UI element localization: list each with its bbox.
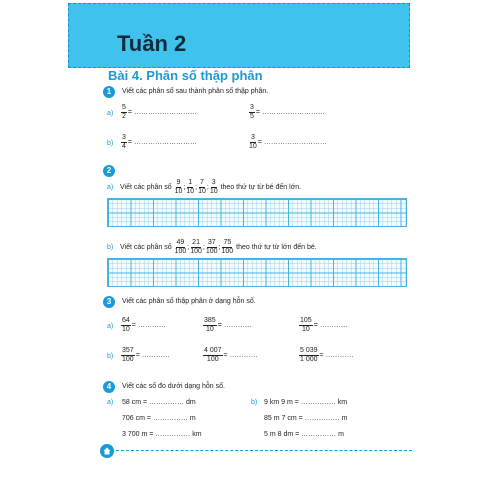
exercise-1b-item-2: $\frac{3}{10}$ = ……………………… [249,134,327,150]
exercise-2a-label: a) [107,184,114,191]
exercise-2a-instruction: Viết các phân số 9 10 ; 1 10 ; 7 10 ; 3 10 theo thứ tự từ bé đến lớn. [120,179,302,195]
exercise-4b-row-1: 9 km 9 m = …………… km [264,399,348,406]
exercise-3b-item-3: $\frac{5 039}{1 000}$ = ………… [300,347,354,363]
exercise-1-instruction: Viết các phân số sau thành phân số thập phân. [122,88,269,95]
exercise-4b-label: b) [251,399,258,406]
home-icon[interactable] [100,444,114,458]
exercise-1a-label: a) [107,110,114,117]
exercise-4a-label: a) [107,399,114,406]
exercise-3b-item-2: $\frac{4 007}{100}$ = ………… [204,347,258,363]
exercise-3a-label: a) [107,323,114,330]
exercise-4a-row-3: 3 700 m = …………… km [122,431,202,438]
exercise-3b-item-1: $\frac{357}{100}$ = ………… [122,347,170,363]
exercise-2-number: 2 [103,165,115,177]
answer-grid-2a[interactable] [107,198,407,227]
page-title: Tuần 2 [117,31,187,56]
exercise-2b-label: b) [107,244,114,251]
exercise-1a-item-1: $\frac{5}{2}$ = ……………………… [122,104,197,120]
exercise-4b-row-2: 85 m 7 cm = …………… m [264,415,348,422]
footer-dashed-line [116,450,412,451]
exercise-4-number: 4 [103,381,115,393]
exercise-3-number: 3 [103,296,115,308]
exercise-1-number: 1 [103,86,115,98]
exercise-1b-label: b) [107,140,114,147]
exercise-1b-item-1: $\frac{3}{4}$ = ……………………… [122,134,197,150]
answer-grid-2b[interactable] [107,258,407,287]
exercise-3-instruction: Viết các phân số thập phân ở dạng hỗn số. [122,298,256,305]
exercise-4-instruction: Viết các số đo dưới dạng hỗn số. [122,383,225,390]
exercise-4b-row-3: 5 m 8 dm = …………… m [264,431,344,438]
exercise-3a-item-3: $\frac{105}{10}$ = ………… [300,317,348,333]
exercise-1a-item-2: $\frac{3}{5}$ = ……………………… [250,104,325,120]
lesson-title: Bài 4. Phân số thập phân [108,68,263,83]
header-banner [68,3,410,68]
exercise-3a-item-1: $\frac{64}{10}$ = ………… [122,317,166,333]
exercise-4a-row-1: 58 cm = …………… dm [122,399,196,406]
exercise-4a-row-2: 706 cm = …………… m [122,415,196,422]
exercise-3b-label: b) [107,353,114,360]
exercise-3a-item-2: $\frac{385}{10}$ = ………… [204,317,252,333]
exercise-2b-instruction: Viết các phân số 49 100 ; 21 100 ; 37 100 ; 75 100 theo thứ tự từ lớn đến bé. [120,239,317,255]
